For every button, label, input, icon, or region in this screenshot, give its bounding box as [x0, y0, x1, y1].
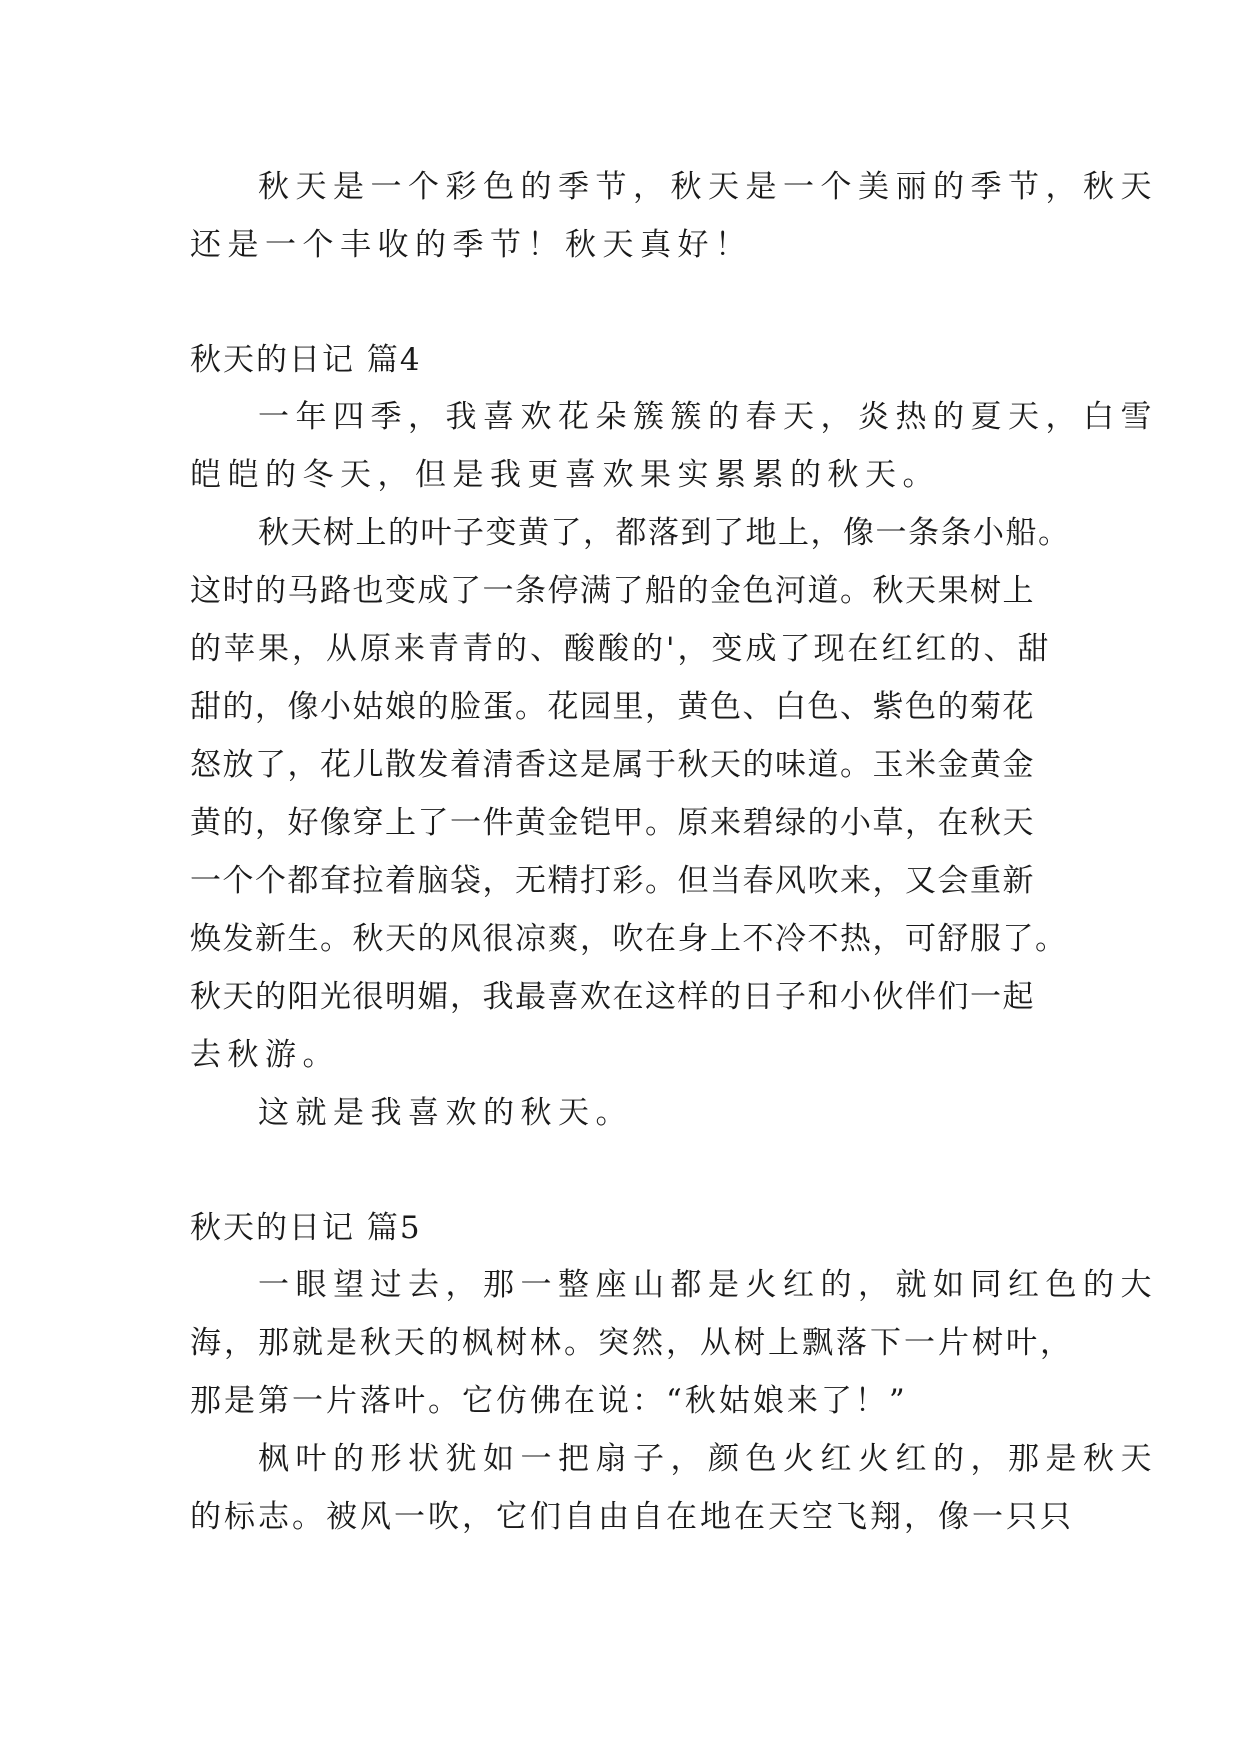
paragraph-line: 焕发新生。秋天的风很凉爽，吹在身上不冷不热，可舒服了。	[190, 921, 1068, 957]
paragraph-line: 一眼望过去，那一整座山都是火红的，就如同红色的大	[258, 1267, 1158, 1303]
paragraph-line: 去秋游。	[190, 1037, 340, 1073]
paragraph-line: 秋天是一个彩色的季节，秋天是一个美丽的季节，秋天	[258, 169, 1158, 205]
paragraph-line: 一个个都耷拉着脑袋，无精打彩。但当春风吹来，又会重新	[190, 863, 1035, 899]
paragraph-line: 甜的，像小姑娘的脸蛋。花园里，黄色、白色、紫色的菊花	[190, 689, 1035, 725]
paragraph-line: 这就是我喜欢的秋天。	[258, 1095, 633, 1131]
paragraph-line: 还是一个丰收的季节！秋天真好！	[190, 227, 753, 263]
paragraph-line: 皑皑的冬天，但是我更喜欢果实累累的秋天。	[190, 457, 940, 493]
paragraph-line: 黄的，好像穿上了一件黄金铠甲。原来碧绿的小草，在秋天	[190, 805, 1035, 841]
paragraph-line: 那是第一片落叶。它仿佛在说：“秋姑娘来了！”	[190, 1383, 908, 1419]
paragraph-line: 的苹果，从原来青青的、酸酸的'，变成了现在红红的、甜	[190, 631, 1052, 667]
paragraph-line: 这时的马路也变成了一条停满了船的金色河道。秋天果树上	[190, 573, 1035, 609]
paragraph-line: 一年四季，我喜欢花朵簇簇的春天，炎热的夏天，白雪	[258, 399, 1158, 435]
paragraph-line: 海，那就是秋天的枫树林。突然，从树上飘落下一片树叶，	[190, 1325, 1074, 1361]
paragraph-line: 怒放了，花儿散发着清香这是属于秋天的味道。玉米金黄金	[190, 747, 1035, 783]
paragraph-line: 秋天的阳光很明媚，我最喜欢在这样的日子和小伙伴们一起	[190, 979, 1035, 1015]
section-heading: 秋天的日记 篇4	[190, 342, 422, 378]
paragraph-line: 秋天树上的叶子变黄了，都落到了地上，像一条条小船。	[258, 515, 1071, 551]
section-heading: 秋天的日记 篇5	[190, 1210, 422, 1246]
paragraph-line: 的标志。被风一吹，它们自由自在地在天空飞翔，像一只只	[190, 1499, 1074, 1535]
paragraph-line: 枫叶的形状犹如一把扇子，颜色火红火红的，那是秋天	[258, 1441, 1158, 1477]
